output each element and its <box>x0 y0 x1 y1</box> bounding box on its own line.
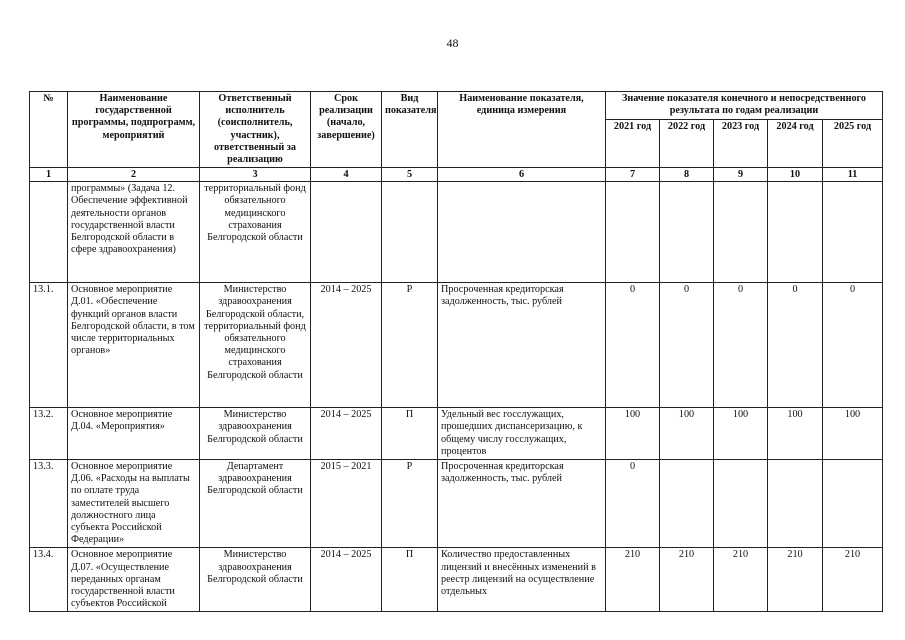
value-cell: 0 <box>768 283 823 408</box>
value-cell: 100 <box>660 408 714 460</box>
row-number: 13.2. <box>30 408 68 460</box>
row-number: 13.1. <box>30 283 68 408</box>
responsible-executor: Министерство здравоохранения Белгородской области <box>200 408 311 460</box>
indicator-name <box>438 182 606 283</box>
activity-name: Основное мероприятие Д.06. «Расходы на выплаты по оплате труда заместителей высшего должностного лица субъекта Российской Федерации» <box>68 460 200 548</box>
value-cell <box>823 182 883 283</box>
page-number: 48 <box>446 36 459 50</box>
value-cell: 100 <box>714 408 768 460</box>
column-number: 3 <box>200 168 311 182</box>
header-year: 2025 год <box>823 119 883 168</box>
column-number: 4 <box>311 168 382 182</box>
header-year: 2021 год <box>606 119 660 168</box>
table-row <box>30 460 883 548</box>
value-cell <box>660 460 714 548</box>
table-row <box>30 283 883 408</box>
program-table <box>29 91 883 612</box>
value-cell <box>606 182 660 283</box>
implementation-term: 2014 – 2025 <box>311 548 382 612</box>
column-number: 10 <box>768 168 823 182</box>
value-cell <box>714 182 768 283</box>
activity-name: Основное мероприятие Д.04. «Мероприятия» <box>68 408 200 460</box>
value-cell: 0 <box>823 283 883 408</box>
value-cell: 210 <box>660 548 714 612</box>
responsible-executor: Департамент здравоохранения Белгородской области <box>200 460 311 548</box>
column-number: 2 <box>68 168 200 182</box>
table-row <box>30 548 883 612</box>
activity-name: Основное мероприятие Д.07. «Осуществление переданных органам государственной власти субъектов Российской <box>68 548 200 612</box>
value-cell: 100 <box>606 408 660 460</box>
header-year: 2024 год <box>768 119 823 168</box>
row-number: 13.4. <box>30 548 68 612</box>
header-no: № <box>30 92 68 168</box>
header-kind: Вид показателя <box>382 92 438 168</box>
column-number: 11 <box>823 168 883 182</box>
activity-name: программы» (Задача 12. Обеспечение эффективной деятельности органов государственной власти Белгородской области в сфере здравоохранения) <box>68 182 200 283</box>
responsible-executor: территориальный фонд обязательного медицинского страхования Белгородской области <box>200 182 311 283</box>
indicator-name: Количество предоставленных лицензий и внесённых изменений в реестр лицензий на осуществление отдельных <box>438 548 606 612</box>
header-indicator: Наименование показателя, единица измерения <box>438 92 606 168</box>
column-numbers-row <box>30 168 883 182</box>
value-cell: 0 <box>714 283 768 408</box>
value-cell <box>768 460 823 548</box>
column-number: 8 <box>660 168 714 182</box>
implementation-term: 2014 – 2025 <box>311 283 382 408</box>
indicator-kind: Р <box>382 460 438 548</box>
value-cell: 210 <box>714 548 768 612</box>
value-cell <box>823 460 883 548</box>
table-row <box>30 408 883 460</box>
indicator-name: Просроченная кредиторская задолженность, тыс. рублей <box>438 283 606 408</box>
header-term: Срок реализации (начало, завершение) <box>311 92 382 168</box>
value-cell: 210 <box>768 548 823 612</box>
column-number: 7 <box>606 168 660 182</box>
implementation-term <box>311 182 382 283</box>
value-cell <box>714 460 768 548</box>
responsible-executor: Министерство здравоохранения Белгородской области, территориальный фонд обязательного медицинского страхования Белгородской области <box>200 283 311 408</box>
row-number <box>30 182 68 283</box>
column-number: 5 <box>382 168 438 182</box>
indicator-name: Удельный вес госслужащих, прошедших диспансеризацию, к общему числу госслужащих, процентов <box>438 408 606 460</box>
value-cell: 0 <box>660 283 714 408</box>
header-year: 2023 год <box>714 119 768 168</box>
value-cell: 100 <box>823 408 883 460</box>
implementation-term: 2014 – 2025 <box>311 408 382 460</box>
header-year: 2022 год <box>660 119 714 168</box>
value-cell: 0 <box>606 460 660 548</box>
value-cell: 0 <box>606 283 660 408</box>
value-cell: 100 <box>768 408 823 460</box>
indicator-name: Просроченная кредиторская задолженность, тыс. рублей <box>438 460 606 548</box>
header-values-group: Значение показателя конечного и непосредственного результата по годам реализации <box>606 92 883 120</box>
responsible-executor: Министерство здравоохранения Белгородской области <box>200 548 311 612</box>
indicator-kind <box>382 182 438 283</box>
activity-name: Основное мероприятие Д.01. «Обеспечение функций органов власти Белгородской области, в том числе территориальных органов» <box>68 283 200 408</box>
indicator-kind: Р <box>382 283 438 408</box>
row-number: 13.3. <box>30 460 68 548</box>
header-executor: Ответственный исполнитель (соисполнитель, участник), ответственный за реализацию <box>200 92 311 168</box>
column-number: 9 <box>714 168 768 182</box>
column-number: 1 <box>30 168 68 182</box>
indicator-kind: П <box>382 548 438 612</box>
indicator-kind: П <box>382 408 438 460</box>
value-cell <box>768 182 823 283</box>
column-number: 6 <box>438 168 606 182</box>
value-cell <box>660 182 714 283</box>
implementation-term: 2015 – 2021 <box>311 460 382 548</box>
table-row <box>30 182 883 283</box>
header-name: Наименование государственной программы, подпрограмм, мероприятий <box>68 92 200 168</box>
value-cell: 210 <box>823 548 883 612</box>
value-cell: 210 <box>606 548 660 612</box>
